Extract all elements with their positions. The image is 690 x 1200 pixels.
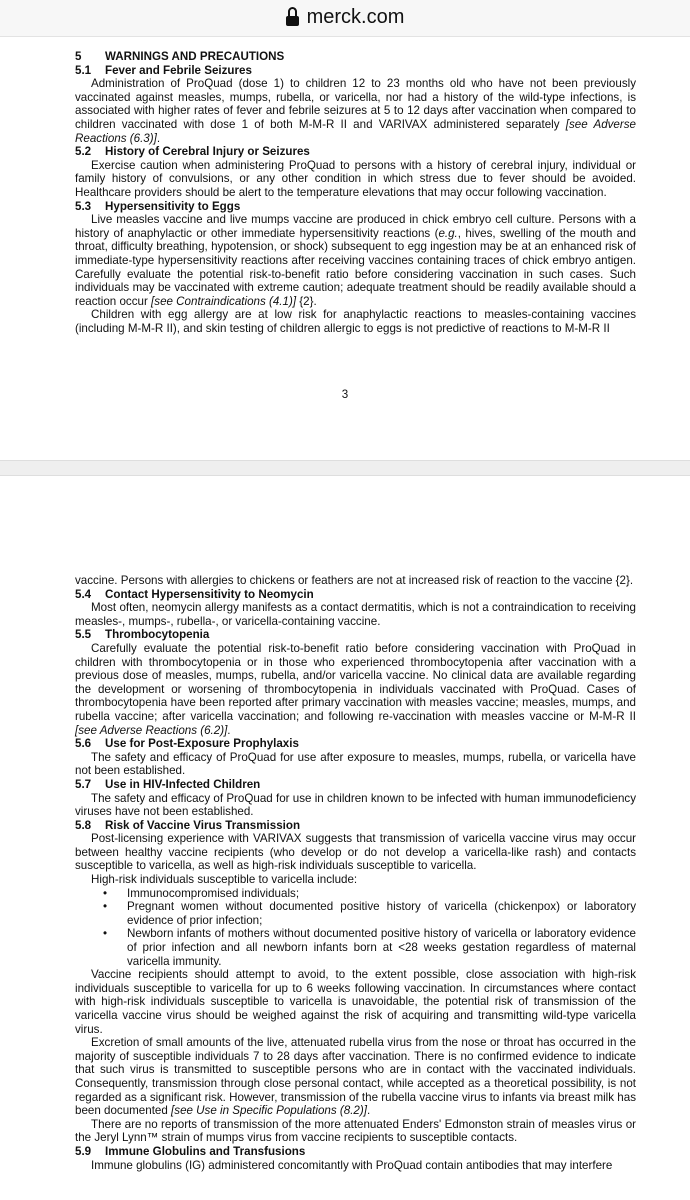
lock-icon xyxy=(286,13,299,25)
subsection-5-3-text-2: Children with egg allergy are at low risk for anaphylactic reactions to measles-containing vaccines (including M-M-R II), and skin testing of children allergic to eggs is not predictive of reactions to M-M-R II xyxy=(75,308,636,335)
subsection-5-2-text: Exercise caution when administering ProQuad to persons with a history of cerebral injury, individual or family history of convulsions, or any other condition in which stress due to fever should be avoided. Healthcare providers should be alert to the temperature elevations that may occur following vaccination. xyxy=(75,158,636,199)
document-page-1 xyxy=(75,50,636,335)
list-item: • Pregnant women without documented positive history of varicella (chickenpox) or laboratory evidence of prior infection; xyxy=(103,900,636,927)
subsection-5-8-text-5: There are no reports of transmission of the more attenuated Enders' Edmonston strain of measles virus or the Jeryl Lynn™ strain of mumps virus from vaccine recipients to susceptible contacts. xyxy=(75,1117,636,1145)
subsection-5-9-heading: 5.9 Immune Globulins and Transfusions xyxy=(75,1144,306,1158)
page-number: 3 xyxy=(341,388,349,401)
subsection-5-8-text-1: Post-licensing experience with VARIVAX suggests that transmission of varicella vaccine virus may occur between healthy vaccine recipients (who develop or do not develop a varicella-like rash) and contacts susceptible to varicella, as well as high-risk individuals susceptible to varicella. xyxy=(75,832,636,873)
list-item: • Newborn infants of mothers without documented positive history of varicella or laboratory evidence of prior infection and all newborn infants born at <28 weeks gestation regardless of maternal varicella immunity. xyxy=(103,927,636,968)
subsection-5-8-text-3: Vaccine recipients should attempt to avoid, to the extent possible, close association with high-risk individuals susceptible to varicella for up to 6 weeks following vaccination. In circumstances where contact with high-risk individuals susceptible to varicella is unavoidable, the potential risk of transmission of the varicella vaccine virus should be weighed against the risk of acquiring and transmitting wild-type varicella virus. xyxy=(75,968,636,1036)
bullet-icon: • xyxy=(103,927,108,941)
document-page-2 xyxy=(75,574,636,1172)
browser-address-bar[interactable] xyxy=(0,0,690,37)
subsection-5-1-heading: 5.1 Fever and Febrile Seizures xyxy=(75,63,252,77)
bullet-icon: • xyxy=(103,886,108,900)
subsection-5-3-heading: 5.3 Hypersensitivity to Eggs xyxy=(75,199,241,213)
high-risk-list xyxy=(75,887,636,969)
subsection-5-1-text: Administration of ProQuad (dose 1) to children 12 to 23 months old who have not been previously vaccinated against measles, mumps, rubella, or varicella, nor had a history of the wild-type infections, is associated with higher rates of fever and febrile seizures at 5 to 12 days after vaccination when compared to children vaccinated with dose 1 of both M-M-R II and VARIVAX administered separately [see Adverse Reactions (6.3)]. xyxy=(75,77,636,145)
continuation-text: vaccine. Persons with allergies to chickens or feathers are not at increased risk of reaction to the vaccine {2}. xyxy=(75,574,634,587)
list-item: • Immunocompromised individuals; xyxy=(103,886,300,900)
bullet-icon: • xyxy=(103,900,108,914)
subsection-5-6-text: The safety and efficacy of ProQuad for use after exposure to measles, mumps, rubella, or varicella have not been established. xyxy=(75,750,636,778)
subsection-5-3-text: Live measles vaccine and live mumps vaccine are produced in chick embryo cell culture. Persons with a history of anaphylactic or other immediate hypersensitivity reactions (e.g., hives, swelling of the mouth and throat, difficulty breathing, hypotension, or shock) subsequent to egg ingestion may be at an enhanced risk of immediate-type hypersensitivity reactions after receiving vaccines containing traces of chick embryo antigen. Carefully evaluate the potential risk-to-benefit ratio before considering vaccination in such cases. Such individuals may be vaccinated with extreme caution; adequate treatment should be readily available should a reaction occur [see Contraindications (4.1)] {2}. xyxy=(75,213,636,308)
subsection-5-4-heading: 5.4 Contact Hypersensitivity to Neomycin xyxy=(75,587,314,601)
url-display[interactable] xyxy=(0,6,690,29)
subsection-5-4-text: Most often, neomycin allergy manifests as a contact dermatitis, which is not a contraindication to receiving measles-, mumps-, rubella-, or varicella-containing vaccine. xyxy=(75,601,636,628)
subsection-5-7-text: The safety and efficacy of ProQuad for use in children known to be infected with human immunodeficiency viruses have not been established. xyxy=(75,791,636,819)
section-heading: 5 WARNINGS AND PRECAUTIONS xyxy=(75,50,285,63)
subsection-5-6-heading: 5.6 Use for Post-Exposure Prophylaxis xyxy=(75,737,299,751)
subsection-5-2-heading: 5.2 History of Cerebral Injury or Seizures xyxy=(75,145,310,159)
subsection-5-8-text-4: Excretion of small amounts of the live, attenuated rubella virus from the nose or throat has occurred in the majority of susceptible individuals 7 to 28 days after vaccination. There is no confirmed evidence to indicate that such virus is transmitted to susceptible persons who are in contact with the vaccinated individuals. Consequently, transmission through close personal contact, while accepted as a theoretical possibility, is not regarded as a significant risk. However, transmission of the rubella vaccine virus to infants via breast milk has been documented [see Use in Specific Populations (8.2)]. xyxy=(75,1036,636,1118)
subsection-5-7-heading: 5.7 Use in HIV-Infected Children xyxy=(75,777,261,791)
subsection-5-9-text: Immune globulins (IG) administered concomitantly with ProQuad contain antibodies that may interfere xyxy=(91,1158,613,1172)
subsection-5-8-text-2: High-risk individuals susceptible to varicella include: xyxy=(91,873,358,887)
page-divider xyxy=(0,460,690,476)
subsection-5-8-heading: 5.8 Risk of Vaccine Virus Transmission xyxy=(75,818,301,832)
subsection-5-5-text: Carefully evaluate the potential risk-to-benefit ratio before considering vaccination with ProQuad in children with thrombocytopenia or in those who experienced thrombocytopenia after vaccination with a previous dose of measles, mumps, rubella, and/or varicella vaccine. No clinical data are available regarding the development or worsening of thrombocytopenia in individuals vaccinated with ProQuad. Cases of thrombocytopenia have been reported after primary vaccination with measles vaccine; measles, mumps, and rubella vaccine; after varicella vaccination; and following re-vaccination with measles vaccine or M-M-R II [see Adverse Reactions (6.2)]. xyxy=(75,641,636,737)
url-text: merck.com xyxy=(306,6,405,28)
subsection-5-5-heading: 5.5 Thrombocytopenia xyxy=(75,628,210,642)
